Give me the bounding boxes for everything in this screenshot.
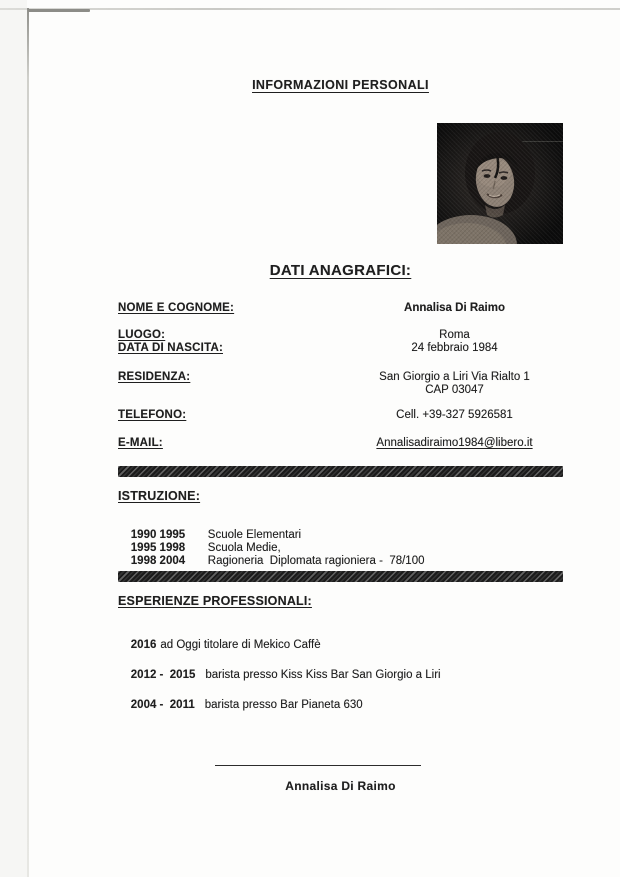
experience-text: barista presso Kiss Kiss Bar San Giorgio a Liri <box>205 669 441 681</box>
education-years: 1995 1998 <box>130 542 186 554</box>
scan-edge-top <box>0 8 620 10</box>
portrait-photo <box>437 123 563 244</box>
signature-line <box>215 765 421 766</box>
section-divider <box>118 466 563 477</box>
field-value: Roma <box>439 329 470 341</box>
document-title: INFORMAZIONI PERSONALI <box>252 78 429 92</box>
field-row-residenza <box>118 371 563 396</box>
field-label: RESIDENZA: <box>118 371 191 383</box>
field-label: DATA DI NASCITA: <box>118 342 223 354</box>
education-text: Scuole Elementari <box>207 529 302 541</box>
experience-years: 2016 <box>130 639 157 651</box>
education-text: Scuola Medie, <box>207 542 281 554</box>
experience-row <box>118 686 363 725</box>
section-heading-istruzione: ISTRUZIONE: <box>118 489 201 503</box>
field-value: Annalisa Di Raimo <box>404 302 505 314</box>
field-label: NOME E COGNOME: <box>118 302 235 314</box>
portrait-photo-graphic <box>437 123 563 244</box>
address-line-1: San Giorgio a Liri Via Rialto 1 <box>379 371 530 383</box>
field-label: LUOGO: <box>118 329 166 341</box>
field-row-email <box>118 437 563 450</box>
field-value: 24 febbraio 1984 <box>411 342 498 354</box>
field-row-data-nascita <box>118 342 563 355</box>
experience-years: 2004 - 2011 <box>130 699 195 711</box>
field-label: E-MAIL: <box>118 437 163 449</box>
email-value: Annalisadiraimo1984@libero.it <box>376 437 533 449</box>
section-heading-dati-anagrafici: DATI ANAGRAFICI: <box>269 262 412 279</box>
education-years: 1990 1995 <box>130 529 186 541</box>
field-value <box>346 371 563 397</box>
address-line-2: CAP 03047 <box>425 384 484 396</box>
field-row-telefono <box>118 409 563 422</box>
education-text: Ragioneria Diplomata ragioniera - 78/100 <box>207 555 425 567</box>
field-label: TELEFONO: <box>118 409 187 421</box>
section-heading-esperienze: ESPERIENZE PROFESSIONALI: <box>118 594 312 608</box>
field-value: Cell. +39-327 5926581 <box>396 409 513 421</box>
experience-years: 2012 - 2015 <box>130 669 196 681</box>
education-years: 1998 2004 <box>130 555 186 567</box>
field-row-luogo <box>118 329 563 342</box>
scan-edge-left <box>27 8 29 877</box>
experience-text: ad Oggi titolare di Mekico Caffè <box>160 639 321 651</box>
field-row-nome-cognome <box>118 302 563 315</box>
scan-corner-mark <box>28 9 90 12</box>
scan-margin-strip <box>0 0 27 877</box>
signature-name: Annalisa Di Raimo <box>285 779 396 793</box>
section-divider <box>118 571 563 582</box>
experience-text: barista presso Bar Pianeta 630 <box>204 699 363 711</box>
